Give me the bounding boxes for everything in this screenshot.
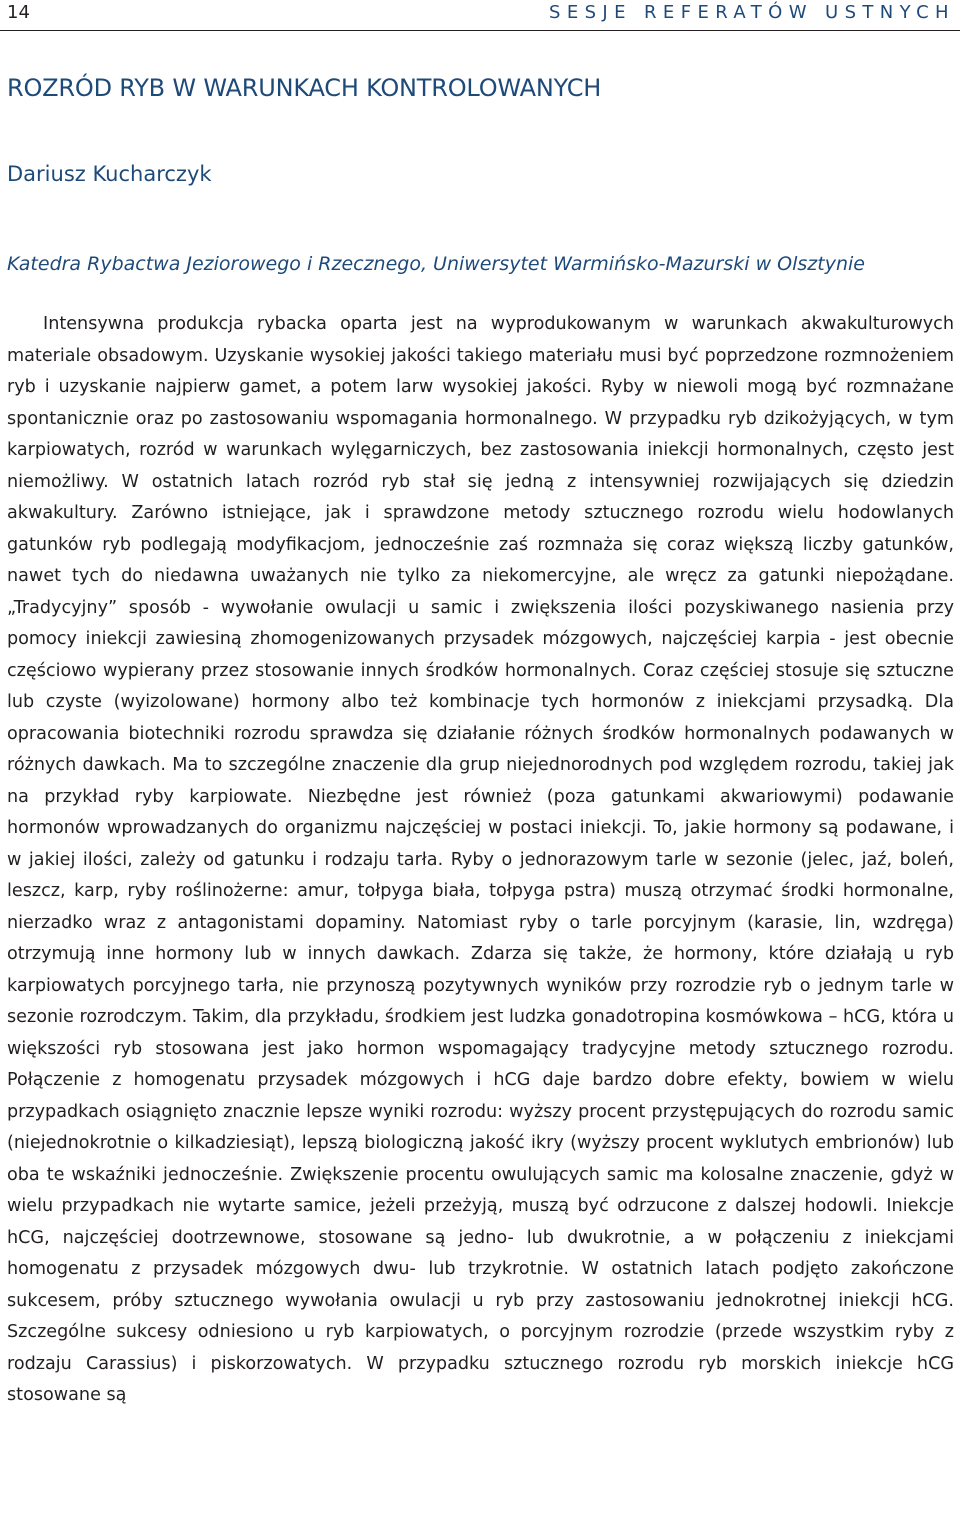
running-head: SESJE REFERATÓW USTNYCH <box>549 2 955 23</box>
article-body <box>7 309 954 1412</box>
page-header <box>0 0 960 31</box>
page-number: 14 <box>7 2 30 23</box>
article-author: Dariusz Kucharczyk <box>7 162 212 186</box>
body-paragraph: Intensywna produkcja rybacka oparta jest na wyprodukowanym w warunkach akwakulturowych materiale obsadowym. Uzyskanie wysokiej jakości takiego materiału musi być poprzedzone rozmnożeniem ryb i uzyskanie najpierw gamet, a potem larw wysokiej jakości. Ryby w niewoli mogą być rozmnażane spontanicznie oraz po zastosowaniu wspomagania hormonalnego. W przypadku ryb dzikożyjących, w tym karpiowatych, rozród w warunkach wylęgarniczych, bez zastosowania iniekcji hormonalnych, często jest niemożliwy. W ostatnich latach rozród ryb stał się jedną z intensywniej rozwijających się dziedzin akwakultury. Zarówno istniejące, jak i sprawdzone metody sztucznego rozrodu wielu hodowlanych gatunków ryb podlegają modyfikacjom, jednocześnie zaś rozmnaża się coraz większą liczby gatunków, nawet tych do niedawna uważanych nie tylko za niekomercyjne, ale wręcz za gatunki niepożądane. „Tradycyjny” sposób - wywołanie owulacji u samic i zwiększenia ilości pozyskiwanego nasienia przy pomocy iniekcji zawiesiną zhomogenizowanych przysadek mózgowych, najczęściej karpia - jest obecnie częściowo wypierany przez stosowanie innych środków hormonalnych. Coraz częściej stosuje się sztuczne lub czyste (wyizolowane) hormony albo też kombinacje tych hormonów z iniekcjami przysadką. Dla opracowania biotechniki rozrodu sprawdza się działanie różnych środków hormonalnych podawanych w różnych dawkach. Ma to szczególne znaczenie dla grup niejednorodnych pod względem rozrodu, takiej jak na przykład ryby karpiowate. Niezbędne jest również (poza gatunkami akwariowymi) podawanie hormonów wprowadzanych do organizmu najczęściej w postaci iniekcji. To, jakie hormony są podawane, i w jakiej ilości, zależy od gatunku i rodzaju tarła. Ryby o jednorazowym tarle w sezonie (jelec, jaź, boleń, leszcz, karp, ryby roślinożerne: amur, tołpyga biała, tołpyga pstra) muszą otrzymać środki hormonalne, nierzadko wraz z antagonistami dopaminy. Natomiast ryby o tarle porcyjnym (karasie, lin, wzdręga) otrzymują inne hormony lub w innych dawkach. Zdarza się także, że hormony, które działają u ryb karpiowatych porcyjnego tarła, nie przynoszą pozytywnych wyników przy rozrodzie ryb o jednym tarle w sezonie rozrodczym. Takim, dla przykładu, środkiem jest ludzka gonadotropina kosmówkowa – hCG, która u większości ryb stosowana jest jako hormon wspomagający tradycyjne metody sztucznego rozrodu. Połączenie z homogenatu przysadek mózgowych i hCG daje bardzo dobre efekty, bowiem w wielu przypadkach osiągnięto znacznie lepsze wyniki rozrodu: wyższy procent przystępujących do rozrodu samic (niejednokrotnie o kilkadziesiąt), lepszą biologiczną jakość ikry (wyższy procent wyklutych embrionów) lub oba te wskaźniki jednocześnie. Zwiększenie procentu owulujących samic ma kolosalne znaczenie, gdyż w wielu przypadkach nie wytarte samice, jeżeli przeżyją, muszą być odrzucone z dalszej hodowli. Iniekcje hCG, najczęściej dootrzewnowe, stosowane są jedno- lub dwukrotnie, a w połączeniu z iniekcjami homogenatu z przysadek mózgowych dwu- lub trzykrotnie. W ostatnich latach podjęto zakończone sukcesem, próby sztucznego wywołania owulacji u ryb przy zastosowaniu jednokrotnej iniekcji hCG. Szczególne sukcesy odniesiono u ryb karpiowatych, o porcyjnym rozrodzie (przede wszystkim ryby z rodzaju Carassius) i piskorzowatych. W przypadku sztucznego rozrodu ryb morskich iniekcje hCG stosowane są <box>7 314 954 1405</box>
article-affiliation: Katedra Rybactwa Jeziorowego i Rzecznego, Uniwersytet Warmińsko-Mazurski w Olsztynie <box>7 253 865 275</box>
article-title: ROZRÓD RYB W WARUNKACH KONTROLOWANYCH <box>7 74 602 102</box>
